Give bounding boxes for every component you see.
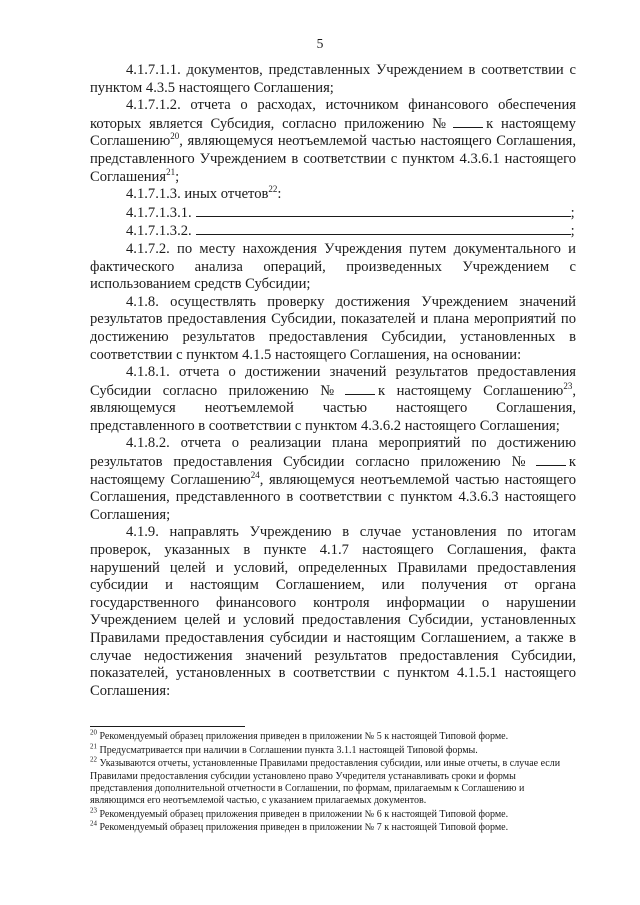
footnote-21: $^{21}$ Предусматривается при наличии в Соглашении пункта 3.1.1 настоящей Типовой формы.	[90, 742, 478, 756]
footnote-20: $^{20}$ Рекомендуемый образец приложения приведен в приложении № 5 к настоящей Типовой форме.	[90, 728, 509, 742]
footnote-22: $^{22}$ Указываются отчеты, установленные Правилами предоставления субсидии, или иные отчеты, в случае если Правилами предоставления субсидии установлено право Учредителя устанавливать сроки и формы представления дополнительной отчетности в Соглашении, по формам, прилагаемым к Соглашению и являющимся его неотъемлемой частью, с указанием прилагаемых документов.	[90, 756, 561, 807]
footnote-ref-23: 23	[563, 380, 573, 391]
footnotes	[90, 728, 574, 836]
page-number: 5	[316, 36, 324, 51]
paragraph-4-1-7-1-3: 4.1.7.1.3. иных отчетов$^{22}$:	[126, 184, 282, 203]
paragraph-4-1-8: 4.1.8. осуществлять проверку достижения Учреждением значений результатов предоставления Субсидии, показателей и плана мероприятий по достижению результатов предоставления Субсидии, установленных в соответствии с пунктом 4.1.5 настоящего Соглашения, на основании:	[90, 293, 576, 363]
document-body	[90, 62, 576, 700]
paragraph-4-1-9: 4.1.9. направлять Учреждению в случае установления по итогам проверок, указанных в пункте 4.1.7 настоящего Соглашения, факта нарушений целей и условий, определенных Правилами предоставления субсидии и настоящим Соглашением, или получения от органа государственного финансового контроля информации о нарушении Учреждением целей и условий предоставления Субсидии, установленных Правилами предоставления субсидии и настоящим Соглашением, а также в случае недостижения значений результатов предоставления Субсидии, показателей, установленных в соответствии с пунктом 4.1.5.1 настоящего Соглашения:	[90, 524, 576, 699]
paragraph-4-1-7-2: 4.1.7.2. по месту нахождения Учреждения путем документального и фактического анализа операций, произведенных Учреждением с использованием средств Субсидии;	[90, 240, 576, 293]
blank-field	[345, 382, 375, 395]
blank-field	[453, 115, 483, 128]
footnote-ref-20: 20	[170, 131, 180, 142]
paragraph-4-1-7-1-3-1: 4.1.7.1.3.1. ;	[126, 204, 575, 221]
paragraph-4-1-8-1: 4.1.8.1. отчета о достижении значений результатов предоставления Субсидии согласно приложению № к настоящему Соглашению$^{23}$, являющемуся неотъемлемой частью настоящего Соглашения, представленного в соответствии с пунктом 4.3.6.2 настоящего Соглашения;	[90, 364, 576, 434]
paragraph-4-1-7-1-3-2: 4.1.7.1.3.2. ;	[126, 223, 575, 240]
footnote-ref-21: 21	[166, 166, 176, 177]
footnote-ref-24: 24	[250, 469, 260, 480]
footnote-ref-22: 22	[268, 184, 278, 195]
paragraph-4-1-7-1-2: 4.1.7.1.2. отчета о расходах, источником финансового обеспечения которых является Субсидия, согласно приложению № к настоящему Соглашению$^{20}$, являющемуся неотъемлемой частью настоящего Соглашения, представленного Учреждением в соответствии с пунктом 4.3.6.1 настоящего Соглашения$^{21}$;	[90, 97, 576, 185]
fill-line	[196, 222, 571, 235]
footnote-separator	[90, 726, 245, 727]
fill-line	[196, 204, 571, 217]
footnote-24: $^{24}$ Рекомендуемый образец приложения приведен в приложении № 7 к настоящей Типовой форме.	[90, 820, 509, 834]
paragraph-4-1-7-1-1: 4.1.7.1.1. документов, представленных Учреждением в соответствии с пунктом 4.3.5 настоящего Соглашения;	[90, 62, 576, 96]
footnote-23: $^{23}$ Рекомендуемый образец приложения приведен в приложении № 6 к настоящей Типовой форме.	[90, 806, 509, 820]
blank-field	[536, 453, 566, 466]
paragraph-4-1-8-2: 4.1.8.2. отчета о реализации плана мероприятий по достижению результатов предоставления Субсидии согласно приложению № к настоящему Соглашению$^{24}$, являющемуся неотъемлемой частью настоящего Соглашения, представленного в соответствии с пунктом 4.3.6.3 настоящего Соглашения;	[90, 435, 576, 523]
